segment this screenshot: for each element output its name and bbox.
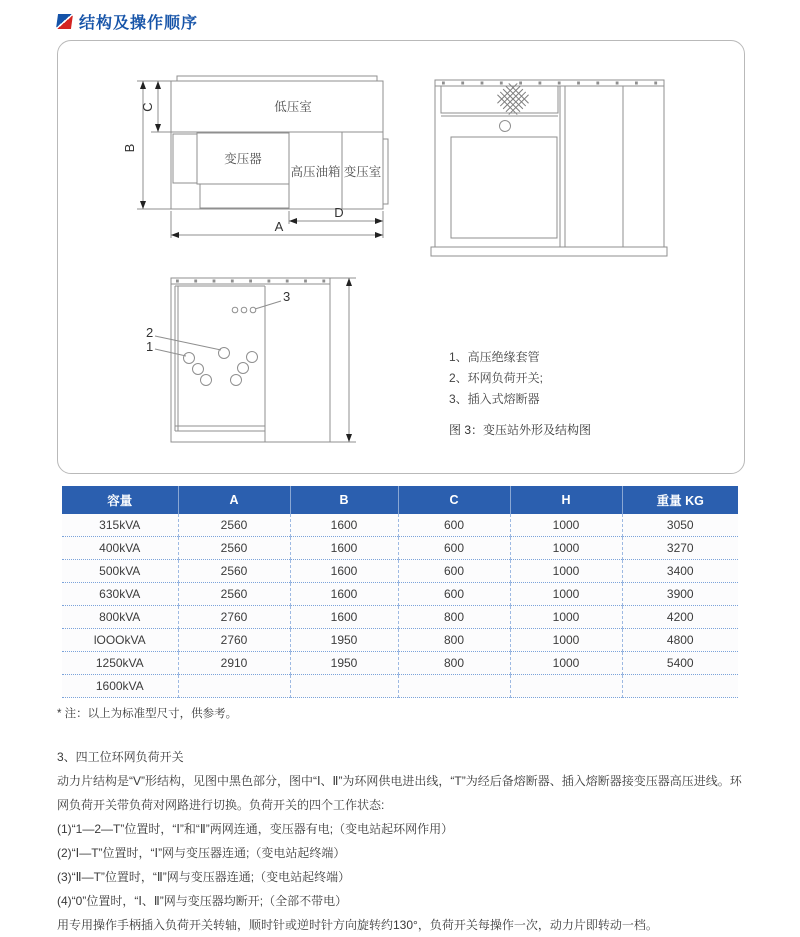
table-cell: 800kVA (62, 606, 178, 629)
section-header (57, 10, 198, 33)
table-cell: 2760 (178, 606, 290, 629)
table-cell: 3050 (622, 514, 738, 537)
figure-legend (449, 347, 543, 410)
table-cell: 1600 (290, 560, 398, 583)
table-row (62, 583, 738, 606)
table-cell: 600 (398, 514, 510, 537)
legend-item: 3、插入式熔断器 (449, 392, 540, 406)
dimension-diagram (121, 66, 411, 261)
table-cell: 1600 (290, 537, 398, 560)
table-cell: 1000 (510, 606, 622, 629)
table-cell: 2910 (178, 652, 290, 675)
table-cell: 1600 (290, 514, 398, 537)
door-handle (500, 121, 511, 132)
crosshatch-grille (497, 83, 528, 114)
table-cell: 600 (398, 537, 510, 560)
page-title: 结构及操作顺序 (79, 15, 199, 32)
table-cell (622, 675, 738, 698)
table-cell: 2560 (178, 514, 290, 537)
label-transformer-room: 变压室 (343, 165, 382, 179)
col-header-capacity: 容量 (62, 486, 178, 514)
table-cell: 1000 (510, 629, 622, 652)
operation-paragraph: 动力片结构是“V”形结构，见图中黑色部分，图中“Ⅰ、Ⅱ”为环网供电进出线，“T”为经后备熔断器、插入熔断器接变压器高压进线。环网负荷开关带负荷对网路进行切换。负荷开关的四个工作状态: (57, 774, 742, 812)
table-cell: 1950 (290, 629, 398, 652)
table-cell: 1950 (290, 652, 398, 675)
table-cell: 1000 (510, 514, 622, 537)
table-cell: 315kVA (62, 514, 178, 537)
table-cell: 800 (398, 606, 510, 629)
table-cell: 1000 (510, 652, 622, 675)
label-dim-b: B (122, 143, 137, 153)
table-header-row (62, 486, 738, 514)
operation-paragraph: (2)“Ⅰ—T”位置时，“Ⅰ”网与变压器连通;（变电站起终端） (57, 846, 346, 860)
table-cell: 3400 (622, 560, 738, 583)
label-transformer: 变压器 (224, 152, 262, 166)
figure-caption: 图 3：变压站外形及结构图 (449, 423, 592, 437)
operation-paragraph: (3)“Ⅱ—T”位置时，“Ⅱ”网与变压器连通;（变电站起终端） (57, 870, 351, 884)
operation-heading: 3、四工位环网负荷开关 (57, 750, 184, 764)
table-row (62, 675, 738, 698)
table-row (62, 629, 738, 652)
table-cell (290, 675, 398, 698)
figure-panel (57, 40, 745, 474)
operation-paragraph: (4)“0”位置时，“Ⅰ、Ⅱ”网与变压器均断开;（全部不带电） (57, 894, 348, 908)
table-cell: 4200 (622, 606, 738, 629)
table-cell: 1600 (290, 583, 398, 606)
table-cell: 5400 (622, 652, 738, 675)
table-cell: 600 (398, 583, 510, 606)
table-cell: 1000 (510, 537, 622, 560)
label-dim-c: C (140, 102, 155, 112)
table-cell: 2560 (178, 583, 290, 606)
table-cell: 1000 (510, 583, 622, 606)
col-header-b: B (290, 486, 398, 514)
table-cell: 1000 (510, 560, 622, 583)
callout-2: 2 (146, 325, 154, 340)
table-cell: 400kVA (62, 537, 178, 560)
callout-3: 3 (283, 289, 291, 304)
table-cell: 800 (398, 629, 510, 652)
table-cell: 500kVA (62, 560, 178, 583)
table-cell: 630kVA (62, 583, 178, 606)
table-note: * 注：以上为标准型尺寸，供参考。 (57, 708, 238, 720)
table-cell: 2760 (178, 629, 290, 652)
table-cell (398, 675, 510, 698)
operation-paragraph: (1)“1—2—T”位置时，“Ⅰ”和“Ⅱ”两网连通，变压器有电;（变电站起环网作用） (57, 822, 454, 836)
table-cell: 1600 (290, 606, 398, 629)
col-header-h: H (510, 486, 622, 514)
table-cell (510, 675, 622, 698)
table-cell: 800 (398, 652, 510, 675)
table-row (62, 537, 738, 560)
table-cell (178, 675, 290, 698)
dimensions-table (62, 486, 738, 698)
louver-vent (451, 137, 557, 238)
table-row (62, 652, 738, 675)
label-low-voltage-room: 低压室 (274, 100, 312, 114)
table-row (62, 606, 738, 629)
table-cell: 2560 (178, 560, 290, 583)
table-cell: 1600kVA (62, 675, 178, 698)
legend-item: 2、环网负荷开关; (449, 371, 544, 385)
internal-layout-diagram (143, 271, 373, 461)
label-dim-a: A (274, 219, 284, 234)
table-cell: 2560 (178, 537, 290, 560)
callout-1: 1 (146, 339, 154, 354)
legend-item: 1、高压绝缘套管 (449, 350, 540, 364)
operation-paragraph: 用专用操作手柄插入负荷开关转轴，顺时针或逆时针方向旋转约130°，负荷开关每操作一次，动力片即转动一档。 (57, 918, 658, 932)
col-header-a: A (178, 486, 290, 514)
table-row (62, 514, 738, 537)
operation-section (57, 745, 751, 937)
front-view-diagram (433, 77, 669, 259)
label-dim-d: D (334, 205, 344, 220)
label-hv-oil-tank: 高压油箱 (290, 165, 341, 179)
table-cell: 600 (398, 560, 510, 583)
table-cell: lOOOkVA (62, 629, 178, 652)
table-cell: 3900 (622, 583, 738, 606)
col-header-c: C (398, 486, 510, 514)
section-marker-icon (56, 14, 73, 29)
table-cell: 3270 (622, 537, 738, 560)
table-cell: 1250kVA (62, 652, 178, 675)
col-header-weight: 重量 KG (622, 486, 738, 514)
table-cell: 4800 (622, 629, 738, 652)
table-row (62, 560, 738, 583)
